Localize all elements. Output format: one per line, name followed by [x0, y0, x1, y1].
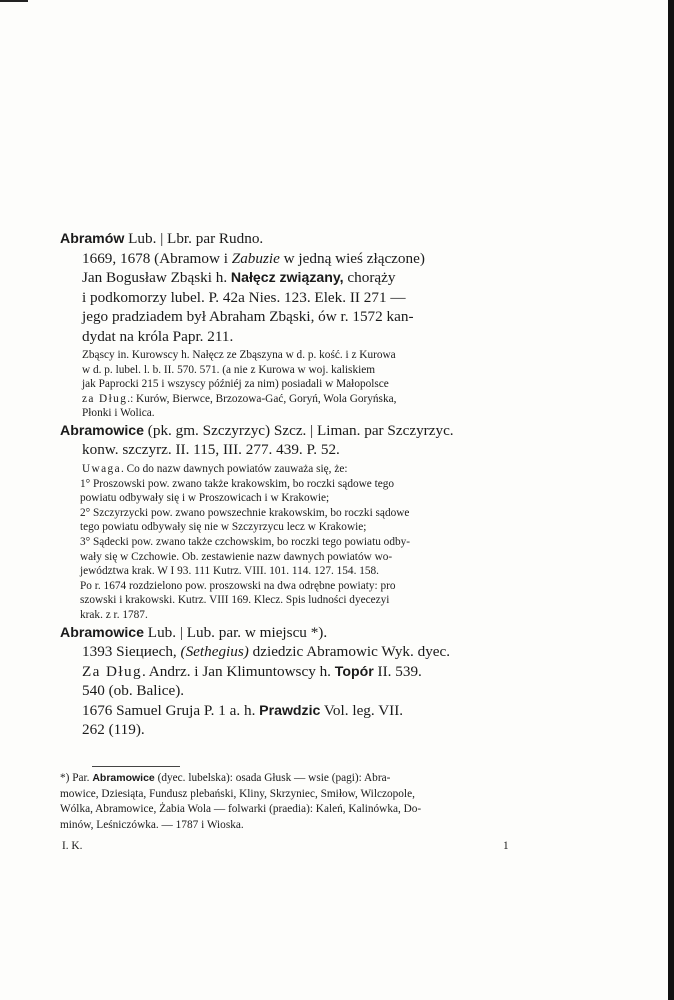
page-number: 1: [503, 840, 509, 852]
scan-right-edge: [668, 0, 674, 1000]
text-segment: Zabuzie: [231, 249, 280, 267]
text-segment: 2° Szczyrzycki pow. zwano powszechnie krakowskim, bo roczki sądowe: [80, 506, 410, 519]
text-segment: . Andrz. i Jan Klimuntowscy h.: [142, 662, 335, 680]
text-line: [60, 771, 516, 787]
numbered-note: [60, 535, 516, 579]
numbered-note: [60, 506, 516, 535]
text-line: [80, 506, 516, 521]
text-segment: krak. z r. 1787.: [80, 608, 148, 621]
text-segment: (Sethegius): [180, 643, 249, 660]
text-segment: konw. szczyrz. II. 115, III. 277. 439. P. 52.: [82, 441, 340, 459]
text-line: [80, 477, 516, 492]
entry-note: [60, 348, 516, 421]
text-line: [80, 520, 516, 535]
footnote: [60, 771, 516, 833]
text-segment: wały się w Czchowie. Ob. zestawienie nazw dawnych powiatów wo-: [80, 550, 393, 563]
text-line: [82, 440, 516, 460]
text-segment: dydat na króla Papr. 211.: [82, 327, 234, 345]
footnote-rule: [92, 766, 180, 767]
text-line: [82, 377, 516, 392]
text-segment: 1° Proszowski pow. zwano także krakowskim, bo roczki sądowe tego: [80, 477, 395, 490]
text-segment: za Dług: [82, 392, 128, 405]
text-line: [82, 462, 516, 477]
entry-body: [60, 249, 516, 347]
text-segment: Abramowice: [92, 772, 155, 784]
text-segment: i podkomorzy lubel. P. 42a Nies. 123. Elek. II 271 —: [82, 288, 406, 306]
text-line: [82, 642, 516, 662]
text-segment: Za Dług: [82, 662, 142, 680]
dictionary-entries: [60, 229, 516, 740]
text-line: [80, 564, 516, 579]
text-line: [82, 406, 516, 421]
text-line: [80, 550, 516, 565]
text-segment: Po r. 1674 rozdzielono pow. proszowski na dwa odrębne powiaty: pro: [80, 579, 396, 592]
text-line: [82, 392, 516, 407]
text-segment: *) Par.: [60, 772, 93, 784]
text-line: [80, 535, 516, 550]
text-segment: chorąży: [343, 269, 396, 286]
text-segment: . Co do nazw dawnych powiatów zauważa się, że:: [121, 462, 348, 475]
entry-heading: [60, 421, 516, 441]
text-segment: 1676 Samuel Gruja P. 1 a. h.: [82, 701, 260, 719]
text-line: [80, 579, 516, 594]
text-line: [82, 307, 516, 327]
entry-heading: [60, 229, 516, 249]
entry-abramowice-lub: [60, 623, 516, 740]
author-signature: I. K.: [62, 840, 83, 852]
text-segment: Zbąscy in. Kurowscy h. Nałęcz ze Zbąszyna w d. p. kość. i z Kurowa: [82, 349, 396, 361]
text-line: [80, 491, 516, 506]
entry-body: [60, 642, 516, 740]
text-line: [82, 288, 516, 308]
text-line: [82, 681, 516, 701]
scan-corner-mark: [0, 0, 28, 2]
text-segment: w jedną wieś złączone): [279, 249, 425, 267]
text-line: [82, 249, 516, 269]
text-segment: .: Kurów, Bierwce, Brzozowa-Gać, Goryń, Wola Goryńska,: [127, 392, 397, 405]
text-segment: związany,: [279, 269, 344, 285]
text-segment: Wólka, Abramowice, Żabia Wola — folwarki (praedia): Kaleń, Kalinówka, Do-: [60, 803, 422, 815]
entry-heading: [60, 623, 516, 643]
text-line: [82, 268, 516, 288]
text-segment: szowski i krakowski. Kutrz. VIII 169. Klecz. Spis ludności dyecezyi: [80, 594, 390, 607]
heading-text: Lub. | Lub. par. w miejscu *).: [144, 623, 328, 641]
text-segment: Jan Bogusław Zbąski h.: [82, 269, 231, 286]
numbered-note: [60, 477, 516, 506]
text-segment: Nałęcz: [230, 269, 276, 285]
text-line: [82, 720, 516, 740]
entry-note-after: [60, 579, 516, 623]
text-segment: (dyec. lubelska): osada Głusk — wsie (pagi): Abra-: [154, 772, 391, 784]
text-segment: minów, Leśniczówka. — 1787 i Wioska.: [60, 818, 244, 831]
text-segment: tego powiatu odbywały się nie w Szczyrzycu lecz w Krakowie;: [80, 521, 367, 534]
text-segment: 3° Sądecki pow. zwano także czchowskim, bo roczki tego powiatu odby-: [80, 535, 411, 548]
numbered-notes: [60, 477, 516, 579]
text-segment: jewództwa krak. W I 93. 111 Kutrz. VIII. 101. 114. 127. 154. 158.: [80, 565, 380, 578]
text-line: [80, 593, 516, 608]
entry-abramow: [60, 229, 516, 421]
entry-body: [60, 440, 516, 460]
text-line: [82, 348, 516, 363]
text-segment: 1393 Siециech,: [82, 643, 181, 660]
text-segment: dziedzic Abramowic Wyk. dyec.: [248, 643, 451, 660]
text-line: [80, 608, 516, 623]
heading-text: (pk. gm. Szczyrzyc) Szcz. | Liman. par Szczyrzyc.: [144, 421, 454, 439]
text-segment: Vol. leg. VII.: [320, 701, 404, 719]
after-note: [60, 579, 516, 623]
text-segment: II. 539.: [373, 662, 422, 680]
text-segment: Topór: [334, 662, 374, 679]
text-line: [60, 802, 516, 818]
text-line: [60, 787, 516, 803]
text-line: [82, 327, 516, 347]
text-segment: Uwaga: [82, 462, 121, 475]
text-segment: 1669, 1678 (Abramow i: [82, 249, 232, 267]
headword: Abramowice: [60, 421, 144, 438]
heading-text: Lub. | Lbr. par Rudno.: [124, 230, 264, 247]
text-segment: Płonki i Wolica.: [82, 407, 155, 420]
text-segment: jego pradziadem był Abraham Zbąski, ów r. 1572 kan-: [82, 308, 414, 325]
text-segment: mowice, Dziesiąta, Fundusz plebański, Kliny, Skrzyniec, Smiłow, Wilczopole,: [60, 787, 415, 800]
text-line: [82, 662, 516, 682]
text-segment: w d. p. lubel. l. b. II. 570. 571. (a nie z Kurowa w woj. kaliskiem: [82, 363, 376, 376]
text-segment: 540 (ob. Balice).: [82, 682, 185, 699]
entry-abramowice-szczyrzyc: [60, 421, 516, 623]
text-line: [60, 818, 516, 834]
text-line: [82, 363, 516, 378]
text-segment: 262 (119).: [82, 721, 145, 738]
text-line: [82, 701, 516, 721]
text-segment: jak Paprocki 215 i wszyscy późniéj za nim) posiadali w Małopolsce: [82, 378, 389, 391]
entry-note: [60, 462, 516, 477]
text-segment: powiatu odbywały się i w Proszowicach i w Krakowie;: [80, 492, 330, 505]
headword: Abramowice: [60, 623, 144, 640]
headword: Abramów: [60, 230, 125, 246]
text-segment: Prawdzic: [259, 701, 321, 718]
